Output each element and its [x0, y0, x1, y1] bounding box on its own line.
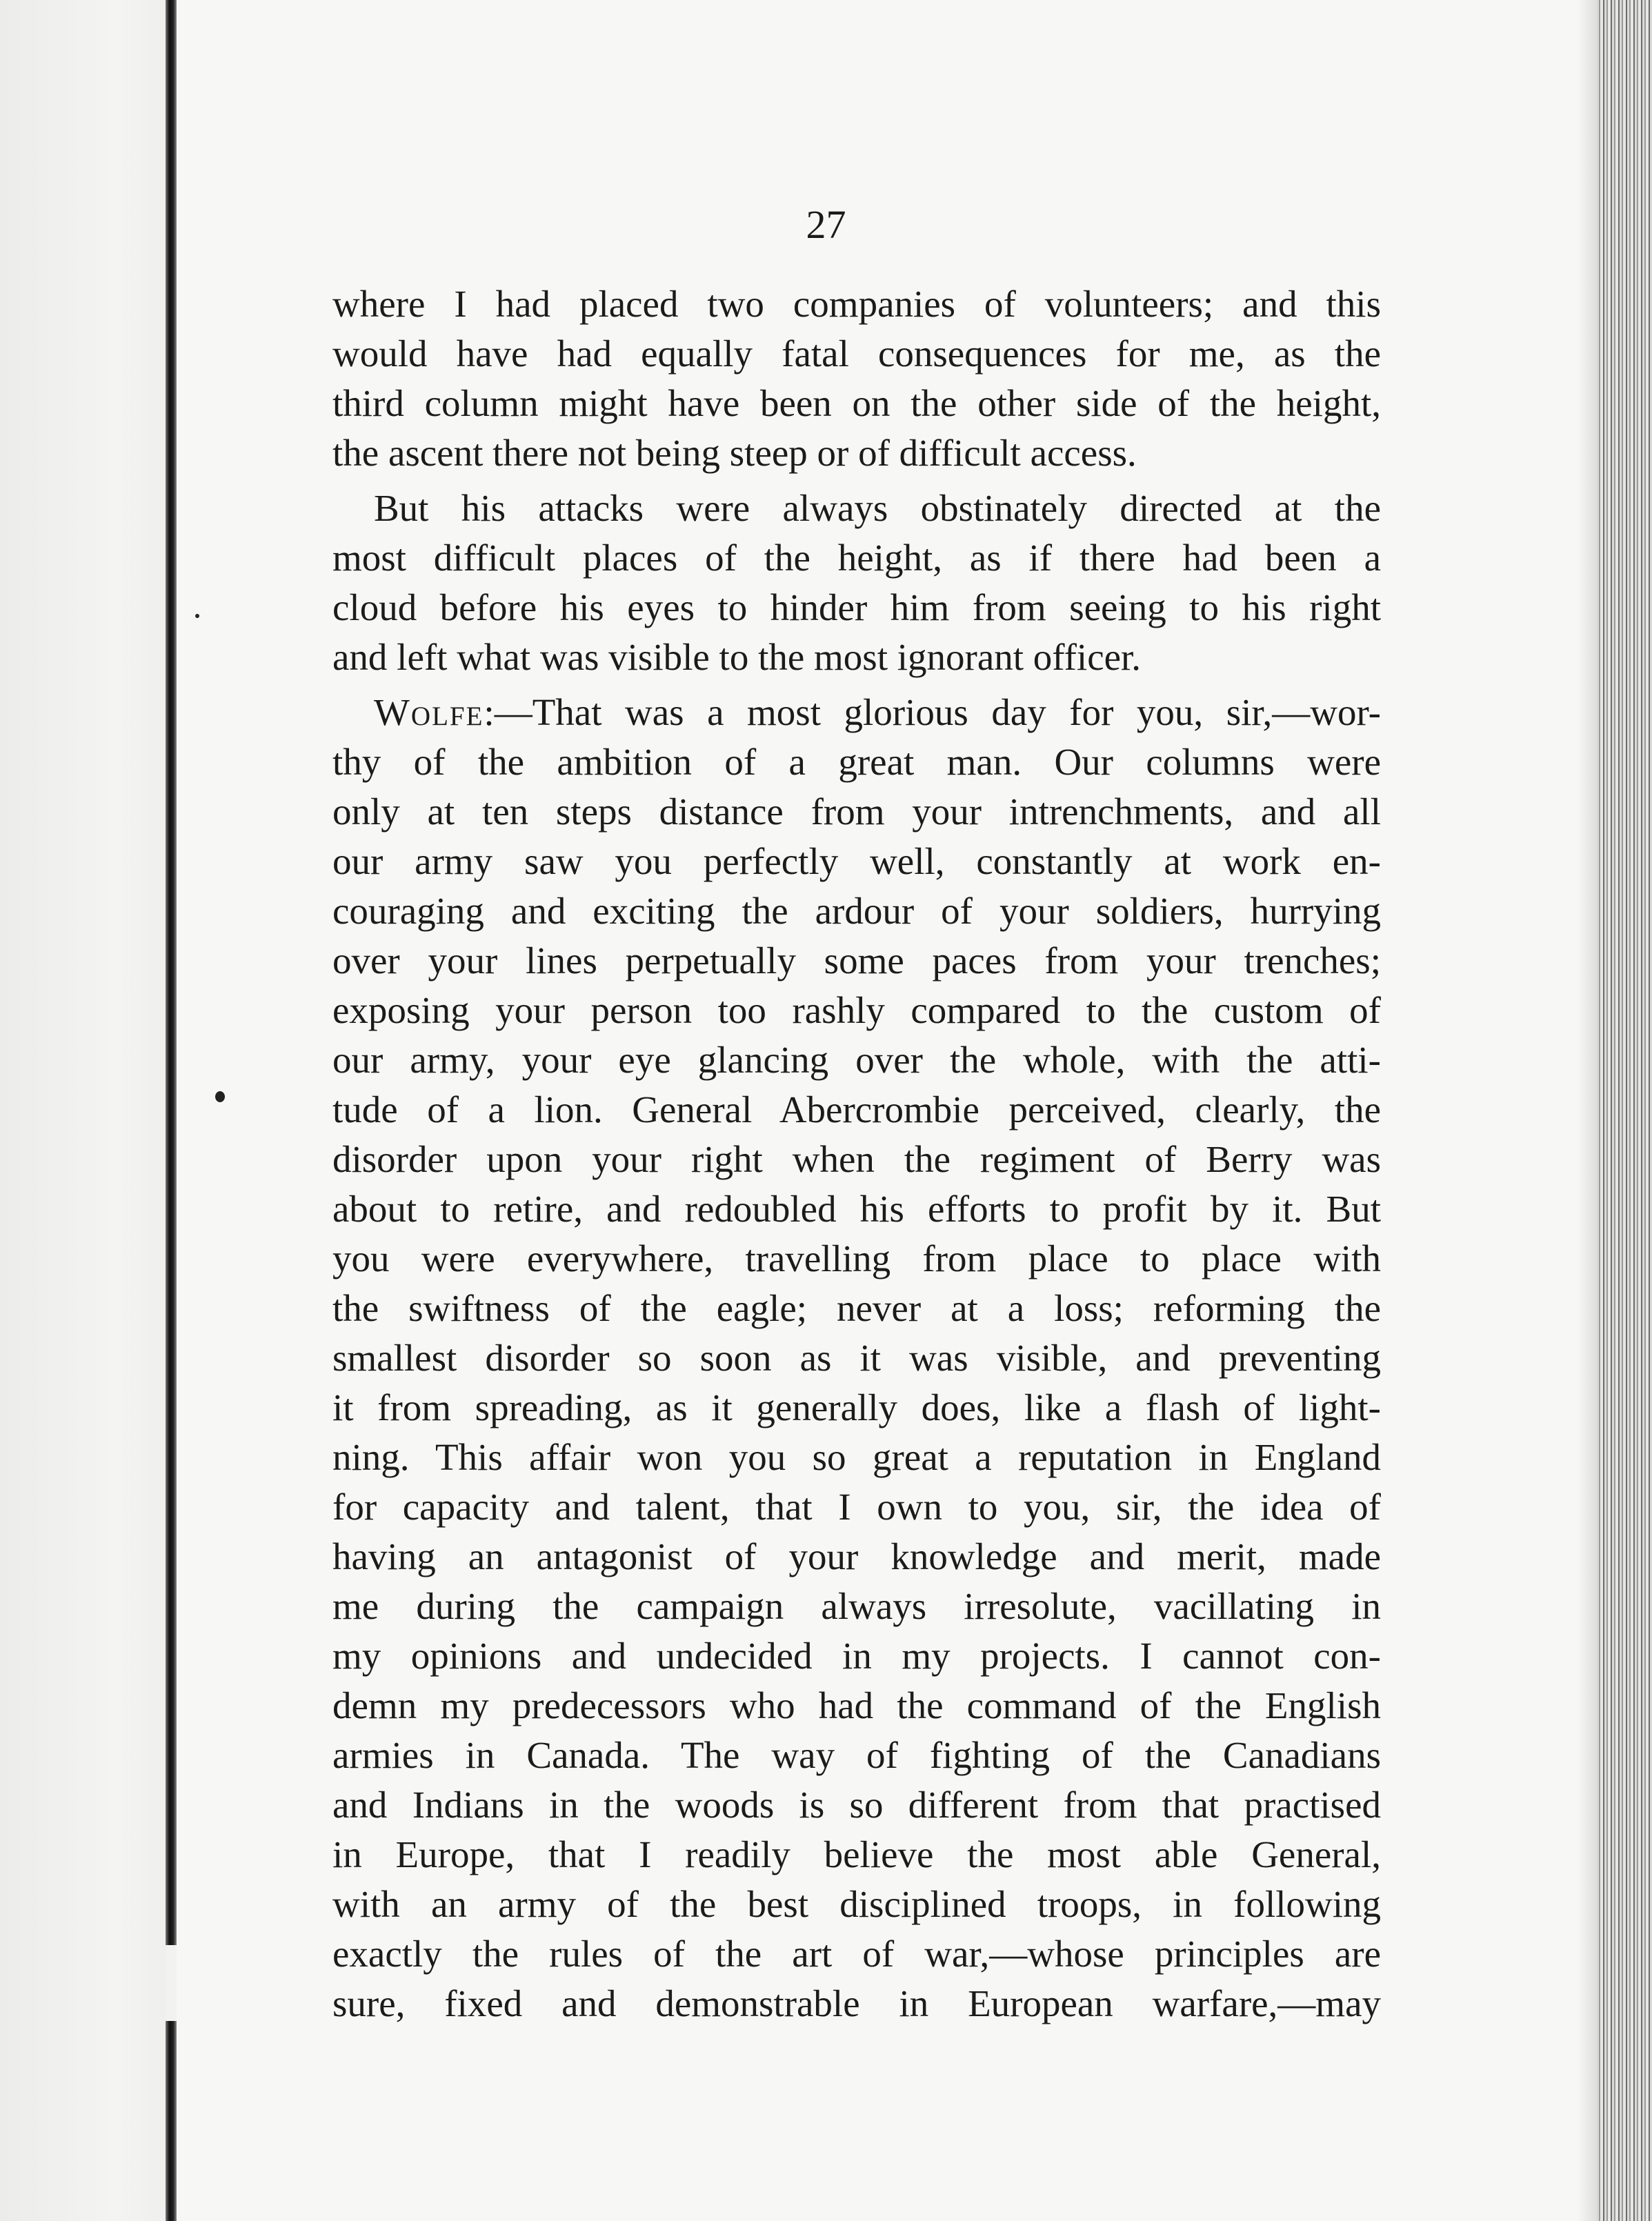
text-line: our army, your eye glancing over the whole, with the atti- — [332, 1039, 1381, 1081]
left-margin — [0, 0, 166, 2221]
text-line: the swiftness of the eagle; never at a loss; reforming the — [332, 1287, 1381, 1329]
page-edge-shadow — [1578, 0, 1597, 2221]
text-line: and left what was visible to the most ignorant officer. — [332, 636, 1142, 678]
text-line: most difficult places of the height, as if there had been a — [332, 537, 1381, 579]
text-line: ning. This affair won you so great a reputation in England — [332, 1436, 1381, 1478]
text-line: about to retire, and redoubled his efforts to profit by it. But — [332, 1188, 1381, 1230]
text-line: exposing your person too rashly compared to the custom of — [332, 989, 1381, 1031]
text-line: where I had placed two companies of volunteers; and this — [332, 283, 1381, 325]
text-line: over your lines perpetually some paces from your trenches; — [332, 939, 1381, 982]
text-line: demn my predecessors who had the command of the English — [332, 1684, 1381, 1726]
text-line: thy of the ambition of a great man. Our columns were — [332, 741, 1381, 783]
ink-speck — [215, 1091, 225, 1102]
text-line: smallest disorder so soon as it was visible, and preventing — [332, 1337, 1381, 1379]
text-line: tude of a lion. General Abercrombie perceived, clearly, the — [332, 1088, 1381, 1131]
text-line: armies in Canada. The way of fighting of the Canadians — [332, 1734, 1381, 1776]
page-number: 27 — [806, 202, 846, 247]
text-line: only at ten steps distance from your intrenchments, and all — [332, 790, 1381, 833]
ink-speck — [195, 614, 199, 618]
paragraph — [332, 688, 1381, 2029]
book-page-edges — [1597, 0, 1652, 2221]
text-line: cloud before his eyes to hinder him from seeing to his right — [332, 586, 1381, 628]
binding-gap — [166, 1945, 177, 2021]
paragraph — [332, 279, 1381, 478]
speaker-name: Wolfe — [374, 691, 484, 733]
text-line: me during the campaign always irresolute, vacillating in — [332, 1585, 1381, 1627]
text-line: would have had equally fatal consequences for me, as the — [332, 332, 1381, 375]
body-text — [332, 279, 1381, 2029]
text-line: with an army of the best disciplined troops, in following — [332, 1883, 1381, 1925]
text-line: our army saw you perfectly well, constantly at work en- — [332, 840, 1381, 882]
text-line: in Europe, that I readily believe the most able General, — [332, 1833, 1381, 1875]
text-line: But his attacks were always obstinately directed at the — [374, 487, 1381, 529]
text-line: you were everywhere, travelling from place to place with — [332, 1237, 1381, 1279]
text-line: my opinions and undecided in my projects. I cannot con- — [332, 1635, 1381, 1677]
text-line-remainder: :—That was a most glorious day for you, sir,—wor- — [484, 691, 1381, 733]
paragraph — [332, 484, 1381, 682]
text-line: for capacity and talent, that I own to you, sir, the idea of — [332, 1486, 1381, 1528]
text-line: couraging and exciting the ardour of your soldiers, hurrying — [332, 890, 1381, 932]
text-line: the ascent there not being steep or of difficult access. — [332, 432, 1137, 474]
text-line: exactly the rules of the art of war,—whose principles are — [332, 1933, 1381, 1975]
text-line: having an antagonist of your knowledge and merit, made — [332, 1535, 1381, 1577]
text-line: and Indians in the woods is so different from that practised — [332, 1784, 1381, 1826]
binding-spine — [166, 0, 177, 2221]
text-line: it from spreading, as it generally does, like a flash of light- — [332, 1386, 1381, 1428]
text-line: sure, fixed and demonstrable in European warfare,—may — [332, 1982, 1381, 2024]
text-line — [332, 688, 1381, 737]
text-line: disorder upon your right when the regiment of Berry was — [332, 1138, 1381, 1180]
text-line: third column might have been on the other side of the height, — [332, 382, 1381, 424]
